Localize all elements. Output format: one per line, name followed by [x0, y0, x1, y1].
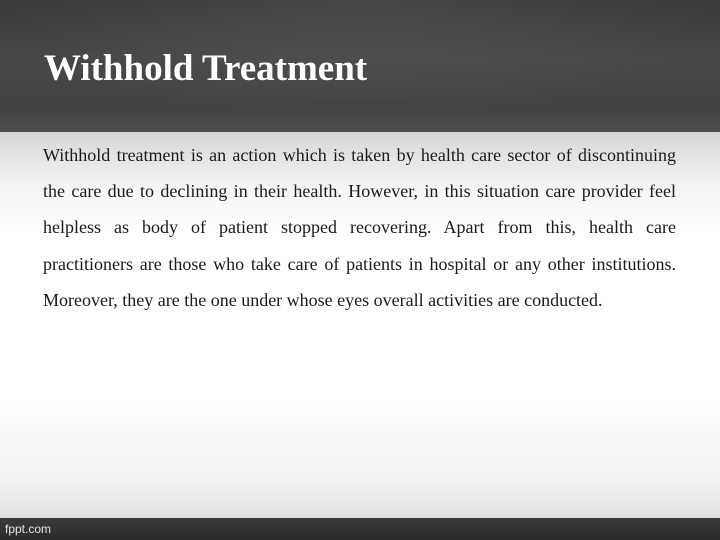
slide-footer [0, 518, 720, 540]
slide-body-text: Withhold treatment is an action which is taken by health care sector of discontinuing the care due to declining in their health. However, in this situation care provider feel helpless as body of patient stopped recovering. Apart from this, health care practitioners are those who take care of patients in hospital or any other institutions. Moreover, they are the one under whose eyes overall activities are conducted. [43, 145, 676, 310]
footer-brand-text: fppt.com [5, 522, 52, 536]
slide-title: Withhold Treatment [44, 48, 368, 89]
slide-header [0, 0, 720, 132]
